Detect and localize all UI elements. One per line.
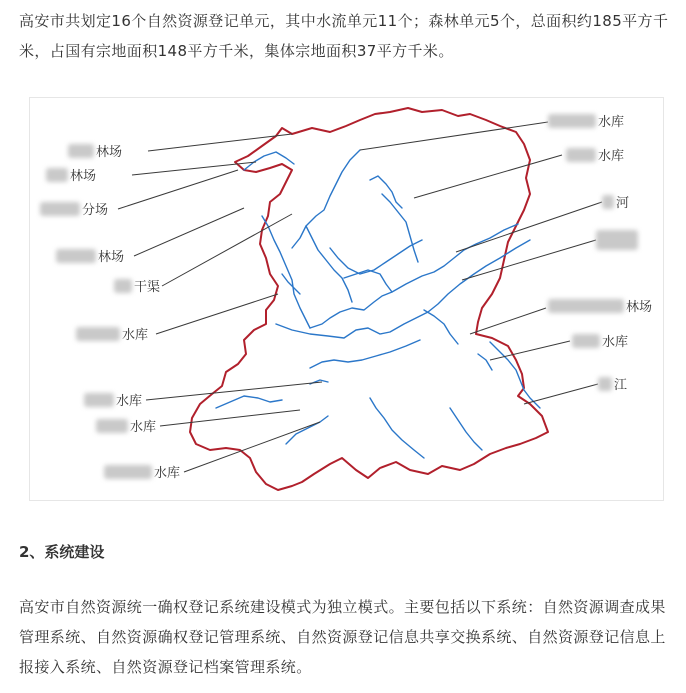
section-heading: 2、系统建设 xyxy=(19,543,105,561)
map-label-reservoir-1: 水库 xyxy=(76,324,148,343)
reservoir-6 xyxy=(478,354,492,370)
river-branch-2 xyxy=(344,270,392,292)
registration-unit-map xyxy=(29,97,664,501)
map-label-reservoir-6: 水库 xyxy=(566,145,624,164)
map-label-forest-farm-4: 林场 xyxy=(548,296,652,315)
redacted-name xyxy=(76,327,120,341)
river-main xyxy=(276,240,530,338)
redacted-name xyxy=(114,279,132,293)
redacted-name xyxy=(598,377,612,391)
map-label-forest-farm-1: 林场 xyxy=(68,141,122,160)
reservoir-5 xyxy=(286,416,328,444)
redacted-name xyxy=(46,168,68,182)
map-label-branch-farm: 分场 xyxy=(40,199,108,218)
redacted-name xyxy=(548,114,596,128)
map-label-redacted xyxy=(596,230,640,250)
map-label-forest-farm-2: 林场 xyxy=(46,165,96,184)
redacted-name xyxy=(104,465,152,479)
redacted-name xyxy=(96,419,128,433)
map-label-forest-farm-3: 林场 xyxy=(56,246,124,265)
river-center xyxy=(330,240,422,274)
county-boundary xyxy=(190,108,548,490)
river-center-2 xyxy=(310,340,420,368)
redacted-name xyxy=(566,148,596,162)
river-branch-1 xyxy=(306,226,352,302)
river-south-2 xyxy=(450,408,482,450)
redacted-name xyxy=(40,202,80,216)
map-label-reservoir-5: 水库 xyxy=(548,111,624,130)
river-south xyxy=(370,398,424,458)
redacted-name xyxy=(68,144,94,158)
river-branch-3 xyxy=(382,194,418,262)
map-label-reservoir-4: 水库 xyxy=(104,462,180,481)
redacted-name xyxy=(548,299,624,313)
redacted-name xyxy=(596,230,638,250)
redacted-name xyxy=(572,334,600,348)
river-east xyxy=(490,342,540,408)
river-north xyxy=(292,150,360,248)
redacted-name xyxy=(602,195,614,209)
river-main-2 xyxy=(310,224,518,328)
map-label-reservoir-2: 水库 xyxy=(84,390,142,409)
map-label-jiang: 江 xyxy=(598,374,627,393)
map-label-reservoir-3: 水库 xyxy=(96,416,156,435)
redacted-name xyxy=(56,249,96,263)
map-label-canal: 干渠 xyxy=(114,276,160,295)
body-paragraph: 高安市自然资源统一确权登记系统建设模式为独立模式。主要包括以下系统：自然资源调查成果管理系统、自然资源确权登记管理系统、自然资源登记信息共享交换系统、自然资源登记信息上报接入系统、自然资源登记档案管理系统。 xyxy=(19,598,666,676)
map-label-river: 河 xyxy=(602,192,629,211)
river-sw xyxy=(216,396,282,408)
intro-paragraph: 高安市共划定16个自然资源登记单元，其中水流单元11个；森林单元5个，总面积约185平方千米，占国有宗地面积148平方千米，集体宗地面积37平方千米。 xyxy=(19,12,669,60)
redacted-name xyxy=(84,393,114,407)
reservoir-2 xyxy=(424,310,458,344)
map-label-reservoir-7: 水库 xyxy=(572,331,628,350)
reservoir-1 xyxy=(370,176,402,208)
